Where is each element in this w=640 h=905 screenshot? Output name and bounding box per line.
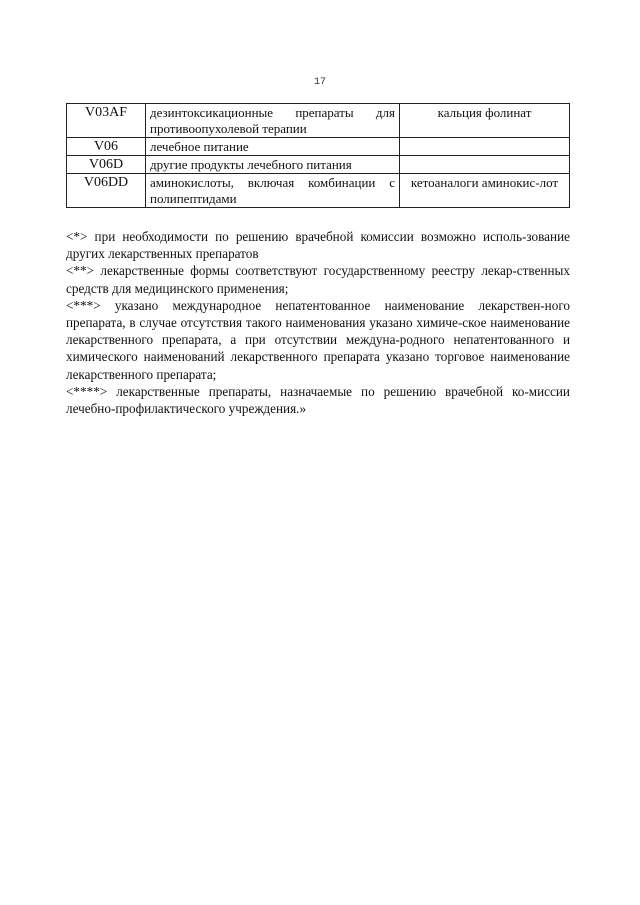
pharmacological-group-cell: дезинтоксикационные препараты для противоопухолевой терапии bbox=[146, 104, 400, 138]
drug-name-cell bbox=[400, 138, 570, 156]
footnote-quadruple-asterisk: <****> лекарственные препараты, назначаемые по решению врачебной ко-миссии лечебно-профилактического учреждения.» bbox=[66, 383, 570, 417]
atc-code-cell: V03AF bbox=[67, 104, 146, 138]
footnote-triple-asterisk: <***> указано международное непатентованное наименование лекарствен-ного препарата, в случае отсутствия такого наименования указано химиче-ское наименование лекарственного препарата, а при отсутствии междуна-родного непатентованного и химического наименований лекарственного препарата указано торговое наименование лекарственного препарата; bbox=[66, 297, 570, 382]
table-row bbox=[67, 174, 570, 208]
drug-name-cell bbox=[400, 156, 570, 174]
pharmacological-group-cell: другие продукты лечебного питания bbox=[146, 156, 400, 174]
drug-name-cell: кальция фолинат bbox=[400, 104, 570, 138]
footnotes bbox=[66, 228, 570, 417]
drug-name-cell: кетоаналоги аминокис-лот bbox=[400, 174, 570, 208]
atc-drug-table bbox=[66, 103, 570, 208]
table-row bbox=[67, 156, 570, 174]
atc-code-cell: V06 bbox=[67, 138, 146, 156]
table-row bbox=[67, 104, 570, 138]
footnote-double-asterisk: <**> лекарственные формы соответствуют государственному реестру лекар-ственных средств для медицинского применения; bbox=[66, 263, 570, 296]
footnote-single-asterisk: <*> при необходимости по решению врачебной комиссии возможно исполь-зование других лекарственных препаратов bbox=[66, 229, 570, 262]
atc-code-cell: V06DD bbox=[67, 174, 146, 208]
pharmacological-group-cell: лечебное питание bbox=[146, 138, 400, 156]
page-number: 17 bbox=[313, 77, 326, 88]
pharmacological-group-cell: аминокислоты, включая комбинации с полипептидами bbox=[146, 174, 400, 208]
atc-code-cell: V06D bbox=[67, 156, 146, 174]
table-row bbox=[67, 138, 570, 156]
